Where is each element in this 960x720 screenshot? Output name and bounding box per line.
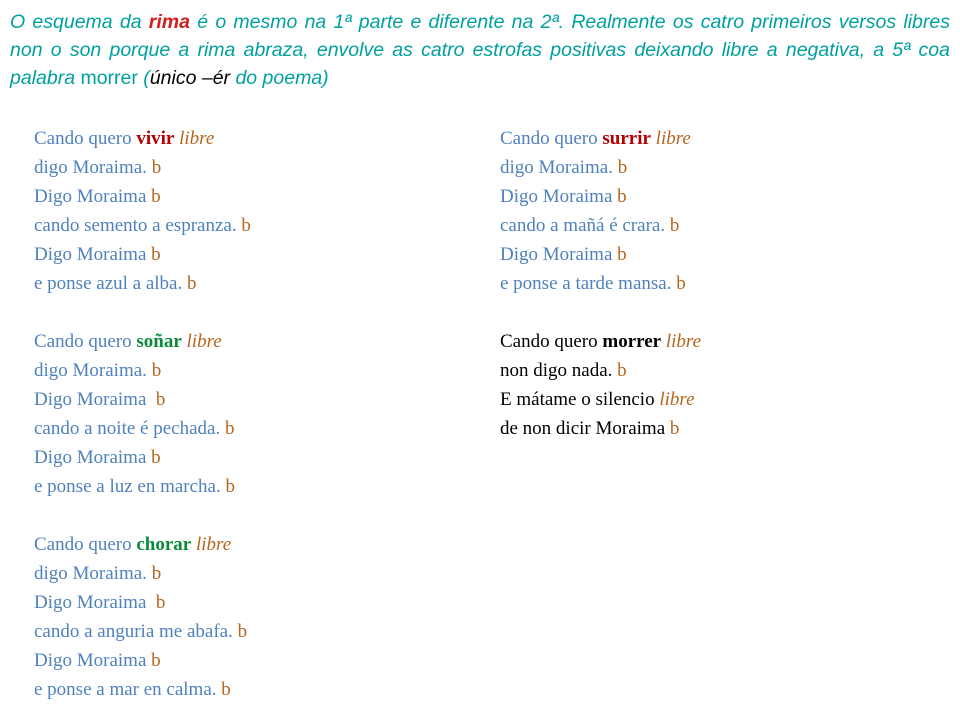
stanza-sonar-line-2: digo Moraima. b: [34, 360, 162, 381]
stanza-chorar-line-6: e ponse a mar en calma. b: [34, 679, 231, 700]
stanza-surrir-line-4: cando a mañá é crara. b: [500, 215, 680, 236]
rima-word: rima: [148, 11, 190, 33]
stanza-surrir-line-5: Digo Moraima b: [500, 244, 627, 265]
stanza-morrer-line-1: Cando quero morrer libre: [500, 331, 702, 352]
verb-surrir: surrir: [602, 128, 651, 149]
stanza-surrir-line-2: digo Moraima. b: [500, 157, 628, 178]
stanza-chorar-line-1: Cando quero chorar libre: [34, 534, 232, 555]
intro-paragraph: O esquema da rima é o mesmo na 1ª parte e diferente na 2ª. Realmente os catro primeiros versos libres non o son porque a rima abraza, envolve as catro estrofas positivas deixando libre a negativa, a 5ª coa palabra morrer (único –ér do poema): [10, 11, 950, 89]
stanza-morrer-line-4: de non dicir Moraima b: [500, 418, 680, 439]
stanza-vivir-line-6: e ponse azul a alba. b: [34, 273, 197, 294]
stanza-chorar-line-5: Digo Moraima b: [34, 650, 161, 671]
left-column: [34, 124, 251, 704]
morrer-word: morrer: [80, 67, 138, 89]
stanza-sonar-line-1: Cando quero soñar libre: [34, 331, 222, 352]
stanza-chorar-line-3: Digo Moraima b: [34, 592, 166, 613]
stanza-morrer-line-2: non digo nada. b: [500, 360, 627, 381]
stanza-vivir-line-2: digo Moraima. b: [34, 157, 162, 178]
stanza-vivir-line-4: cando semento a espranza. b: [34, 215, 251, 236]
stanza-vivir-line-5: Digo Moraima b: [34, 244, 161, 265]
stanza-morrer-line-3: E mátame o silencio libre: [500, 389, 695, 410]
stanza-sonar-line-5: Digo Moraima b: [34, 447, 161, 468]
stanza-sonar-line-4: cando a noite é pechada. b: [34, 418, 235, 439]
stanza-vivir-line-1: Cando quero vivir libre: [34, 128, 215, 149]
stanza-chorar-line-2: digo Moraima. b: [34, 563, 162, 584]
verb-vivir: vivir: [136, 128, 175, 149]
verb-sonar: soñar: [136, 331, 182, 352]
right-column: [500, 124, 701, 443]
stanza-sonar-line-6: e ponse a luz en marcha. b: [34, 476, 235, 497]
stanza-chorar-line-4: cando a anguria me abafa. b: [34, 621, 248, 642]
stanza-surrir-line-3: Digo Moraima b: [500, 186, 627, 207]
stanza-surrir-line-1: Cando quero surrir libre: [500, 128, 691, 149]
verb-morrer: morrer: [602, 331, 662, 352]
verb-chorar: chorar: [136, 534, 192, 555]
stanza-surrir-line-6: e ponse a tarde mansa. b: [500, 273, 686, 294]
stanza-sonar-line-3: Digo Moraima b: [34, 389, 166, 410]
stanza-vivir-line-3: Digo Moraima b: [34, 186, 161, 207]
unico-er: único –ér: [149, 67, 231, 89]
